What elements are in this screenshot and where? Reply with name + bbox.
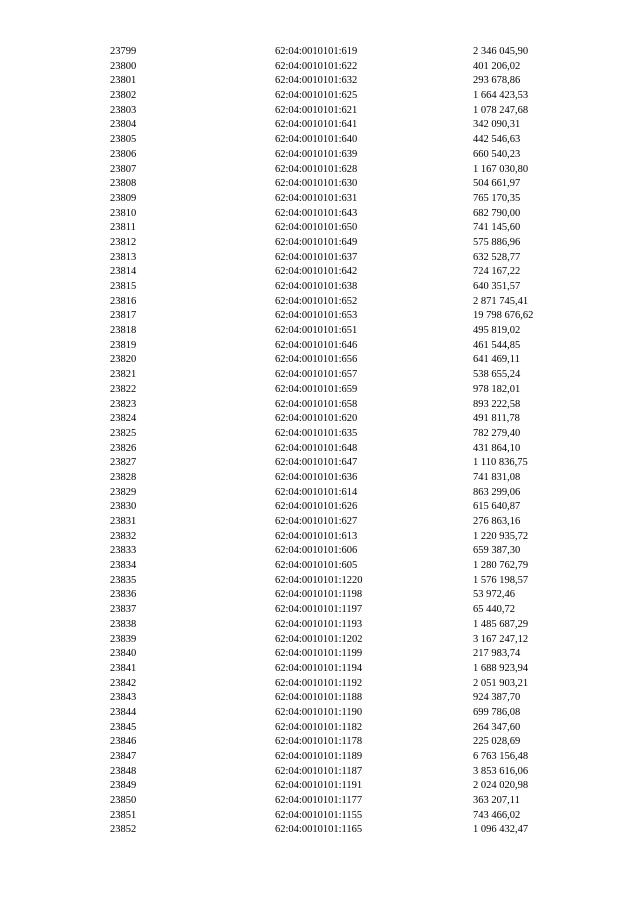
cadastral-number-cell: 62:04:0010101:640 (275, 134, 358, 146)
cadastral-number-cell: 62:04:0010101:636 (275, 471, 358, 483)
cadastral-value-cell: 1 664 423,53 (473, 90, 529, 102)
table-row (110, 163, 570, 178)
row-number-cell: 23847 (110, 751, 137, 762)
cadastral-value-table (110, 45, 570, 838)
table-row (110, 368, 570, 383)
table-row (110, 45, 570, 60)
cadastral-value-cell: 699 786,08 (473, 706, 521, 718)
table-row (110, 794, 570, 809)
row-number-cell: 23824 (110, 413, 137, 425)
row-number-cell: 23806 (110, 148, 137, 160)
row-number-cell: 23843 (110, 692, 137, 704)
cadastral-value-cell: 2 024 020,98 (473, 780, 529, 792)
table-row (110, 588, 570, 603)
cadastral-number-cell: 62:04:0010101:656 (275, 354, 358, 366)
row-number-cell: 23821 (110, 369, 137, 381)
table-row (110, 735, 570, 750)
row-number-cell: 23818 (110, 325, 137, 337)
row-number-cell: 23825 (110, 427, 137, 439)
table-row (110, 148, 570, 163)
cadastral-value-cell: 65 440,72 (473, 604, 515, 616)
row-number-cell: 23819 (110, 339, 137, 351)
cadastral-number-cell: 62:04:0010101:628 (275, 163, 358, 175)
table-row (110, 603, 570, 618)
cadastral-value-cell: 6 763 156,48 (473, 751, 529, 762)
row-number-cell: 23845 (110, 721, 137, 733)
cadastral-number-cell: 62:04:0010101:605 (275, 560, 358, 572)
table-row (110, 295, 570, 310)
table-row (110, 618, 570, 633)
cadastral-number-cell: 62:04:0010101:1177 (275, 795, 363, 807)
cadastral-value-cell: 1 110 836,75 (473, 457, 528, 469)
table-row (110, 677, 570, 692)
cadastral-number-cell: 62:04:0010101:1191 (275, 780, 363, 792)
cadastral-value-cell: 765 170,35 (473, 192, 521, 204)
cadastral-value-cell: 659 387,30 (473, 545, 521, 557)
cadastral-value-cell: 724 167,22 (473, 266, 521, 278)
cadastral-number-cell: 62:04:0010101:626 (275, 501, 358, 513)
cadastral-number-cell: 62:04:0010101:606 (275, 545, 358, 557)
table-row (110, 559, 570, 574)
row-number-cell: 23839 (110, 633, 137, 645)
table-row (110, 309, 570, 324)
table-row (110, 221, 570, 236)
row-number-cell: 23817 (110, 310, 137, 322)
cadastral-value-cell: 461 544,85 (473, 339, 521, 351)
cadastral-number-cell: 62:04:0010101:627 (275, 516, 358, 527)
row-number-cell: 23829 (110, 486, 137, 498)
cadastral-value-cell: 225 028,69 (473, 736, 521, 748)
cadastral-number-cell: 62:04:0010101:613 (275, 530, 358, 542)
table-row (110, 471, 570, 486)
cadastral-number-cell: 62:04:0010101:643 (275, 207, 358, 219)
row-number-cell: 23835 (110, 574, 137, 586)
row-number-cell: 23832 (110, 530, 137, 542)
table-row (110, 118, 570, 133)
cadastral-number-cell: 62:04:0010101:1192 (275, 677, 363, 689)
row-number-cell: 23802 (110, 90, 137, 102)
cadastral-number-cell: 62:04:0010101:1188 (275, 692, 363, 704)
cadastral-number-cell: 62:04:0010101:638 (275, 281, 358, 292)
cadastral-value-cell: 2 346 045,90 (473, 46, 529, 57)
cadastral-number-cell: 62:04:0010101:658 (275, 398, 358, 410)
cadastral-number-cell: 62:04:0010101:619 (275, 46, 358, 57)
cadastral-value-cell: 660 540,23 (473, 148, 521, 160)
cadastral-value-cell: 1 280 762,79 (473, 560, 529, 572)
row-number-cell: 23851 (110, 809, 137, 821)
cadastral-value-cell: 2 871 745,41 (473, 295, 529, 307)
row-number-cell: 23820 (110, 354, 137, 366)
table-row (110, 442, 570, 457)
row-number-cell: 23833 (110, 545, 137, 557)
row-number-cell: 23844 (110, 706, 137, 718)
cadastral-value-cell: 641 469,11 (473, 354, 520, 366)
cadastral-value-cell: 538 655,24 (473, 369, 521, 381)
cadastral-value-cell: 741 831,08 (473, 471, 521, 483)
cadastral-number-cell: 62:04:0010101:1189 (275, 751, 363, 762)
row-number-cell: 23804 (110, 119, 137, 131)
table-row (110, 89, 570, 104)
row-number-cell: 23849 (110, 780, 137, 792)
table-row (110, 398, 570, 413)
row-number-cell: 23810 (110, 207, 137, 219)
table-row (110, 383, 570, 398)
table-row (110, 691, 570, 706)
table-row (110, 647, 570, 662)
cadastral-value-cell: 2 051 903,21 (473, 677, 529, 689)
table-row (110, 809, 570, 824)
cadastral-number-cell: 62:04:0010101:620 (275, 413, 358, 425)
cadastral-number-cell: 62:04:0010101:1155 (275, 809, 363, 821)
table-row (110, 574, 570, 589)
table-row (110, 530, 570, 545)
cadastral-value-cell: 615 640,87 (473, 501, 521, 513)
table-row (110, 486, 570, 501)
cadastral-value-cell: 1 220 935,72 (473, 530, 529, 542)
cadastral-number-cell: 62:04:0010101:631 (275, 192, 358, 204)
cadastral-value-cell: 640 351,57 (473, 281, 521, 292)
cadastral-number-cell: 62:04:0010101:630 (275, 178, 358, 190)
table-row (110, 779, 570, 794)
row-number-cell: 23836 (110, 589, 137, 601)
cadastral-value-cell: 53 972,46 (473, 589, 515, 601)
cadastral-number-cell: 62:04:0010101:1199 (275, 648, 363, 660)
table-row (110, 236, 570, 251)
row-number-cell: 23828 (110, 471, 137, 483)
cadastral-number-cell: 62:04:0010101:1193 (275, 618, 363, 630)
table-row (110, 74, 570, 89)
cadastral-number-cell: 62:04:0010101:1220 (275, 574, 363, 586)
cadastral-number-cell: 62:04:0010101:1182 (275, 721, 363, 733)
row-number-cell: 23838 (110, 618, 137, 630)
table-row (110, 456, 570, 471)
table-row (110, 662, 570, 677)
row-number-cell: 23811 (110, 222, 136, 234)
cadastral-value-cell: 632 528,77 (473, 251, 521, 263)
cadastral-value-cell: 1 096 432,47 (473, 824, 529, 836)
table-row (110, 104, 570, 119)
cadastral-number-cell: 62:04:0010101:632 (275, 75, 358, 87)
table-row (110, 412, 570, 427)
row-number-cell: 23803 (110, 104, 137, 116)
cadastral-value-cell: 431 864,10 (473, 442, 521, 454)
table-row (110, 265, 570, 280)
row-number-cell: 23834 (110, 560, 137, 572)
cadastral-value-cell: 491 811,78 (473, 413, 520, 425)
table-row (110, 706, 570, 721)
cadastral-value-cell: 363 207,11 (473, 795, 520, 807)
cadastral-value-cell: 682 790,00 (473, 207, 521, 219)
cadastral-number-cell: 62:04:0010101:650 (275, 222, 358, 234)
cadastral-number-cell: 62:04:0010101:635 (275, 427, 358, 439)
table-row (110, 133, 570, 148)
cadastral-number-cell: 62:04:0010101:648 (275, 442, 358, 454)
table-row (110, 251, 570, 266)
cadastral-value-cell: 741 145,60 (473, 222, 521, 234)
row-number-cell: 23841 (110, 662, 137, 674)
cadastral-value-cell: 495 819,02 (473, 325, 521, 337)
cadastral-value-cell: 924 387,70 (473, 692, 521, 704)
cadastral-value-cell: 3 167 247,12 (473, 633, 529, 645)
cadastral-number-cell: 62:04:0010101:642 (275, 266, 358, 278)
row-number-cell: 23800 (110, 60, 137, 72)
table-row (110, 324, 570, 339)
cadastral-number-cell: 62:04:0010101:1178 (275, 736, 363, 748)
cadastral-number-cell: 62:04:0010101:637 (275, 251, 358, 263)
table-row (110, 177, 570, 192)
cadastral-value-cell: 401 206,02 (473, 60, 521, 72)
cadastral-number-cell: 62:04:0010101:641 (275, 119, 358, 131)
cadastral-value-cell: 1 576 198,57 (473, 574, 529, 586)
table-row (110, 515, 570, 530)
cadastral-number-cell: 62:04:0010101:647 (275, 457, 358, 469)
cadastral-value-cell: 743 466,02 (473, 809, 521, 821)
row-number-cell: 23813 (110, 251, 137, 263)
row-number-cell: 23852 (110, 824, 137, 836)
row-number-cell: 23809 (110, 192, 137, 204)
row-number-cell: 23850 (110, 795, 137, 807)
row-number-cell: 23799 (110, 46, 137, 57)
table-row (110, 427, 570, 442)
cadastral-number-cell: 62:04:0010101:649 (275, 236, 358, 248)
cadastral-value-cell: 863 299,06 (473, 486, 521, 498)
cadastral-number-cell: 62:04:0010101:614 (275, 486, 358, 498)
row-number-cell: 23840 (110, 648, 137, 660)
row-number-cell: 23814 (110, 266, 137, 278)
cadastral-value-cell: 293 678,86 (473, 75, 521, 87)
table-row (110, 60, 570, 75)
cadastral-value-cell: 19 798 676,62 (473, 310, 534, 322)
cadastral-value-cell: 3 853 616,06 (473, 765, 529, 777)
cadastral-value-cell: 1 485 687,29 (473, 618, 529, 630)
table-row (110, 750, 570, 765)
row-number-cell: 23823 (110, 398, 137, 410)
cadastral-number-cell: 62:04:0010101:1197 (275, 604, 363, 616)
table-row (110, 721, 570, 736)
cadastral-number-cell: 62:04:0010101:657 (275, 369, 358, 381)
row-number-cell: 23801 (110, 75, 137, 87)
cadastral-value-cell: 442 546,63 (473, 134, 521, 146)
table-row (110, 500, 570, 515)
row-number-cell: 23826 (110, 442, 137, 454)
cadastral-value-cell: 782 279,40 (473, 427, 521, 439)
cadastral-value-cell: 893 222,58 (473, 398, 521, 410)
cadastral-value-cell: 575 886,96 (473, 236, 521, 248)
cadastral-number-cell: 62:04:0010101:651 (275, 325, 358, 337)
cadastral-number-cell: 62:04:0010101:1202 (275, 633, 363, 645)
cadastral-number-cell: 62:04:0010101:646 (275, 339, 358, 351)
cadastral-number-cell: 62:04:0010101:621 (275, 104, 358, 116)
row-number-cell: 23831 (110, 516, 137, 527)
cadastral-value-cell: 264 347,60 (473, 721, 521, 733)
cadastral-number-cell: 62:04:0010101:1198 (275, 589, 363, 601)
table-row (110, 823, 570, 838)
cadastral-value-cell: 1 688 923,94 (473, 662, 529, 674)
cadastral-value-cell: 1 167 030,80 (473, 163, 529, 175)
cadastral-number-cell: 62:04:0010101:622 (275, 60, 358, 72)
cadastral-number-cell: 62:04:0010101:1194 (275, 662, 363, 674)
cadastral-number-cell: 62:04:0010101:1165 (275, 824, 363, 836)
table-row (110, 353, 570, 368)
cadastral-number-cell: 62:04:0010101:659 (275, 383, 358, 395)
cadastral-number-cell: 62:04:0010101:653 (275, 310, 358, 322)
cadastral-value-cell: 342 090,31 (473, 119, 521, 131)
table-row (110, 207, 570, 222)
table-row (110, 192, 570, 207)
row-number-cell: 23805 (110, 134, 137, 146)
cadastral-value-cell: 504 661,97 (473, 178, 521, 190)
row-number-cell: 23842 (110, 677, 137, 689)
cadastral-number-cell: 62:04:0010101:1190 (275, 706, 363, 718)
table-row (110, 544, 570, 559)
cadastral-number-cell: 62:04:0010101:1187 (275, 765, 363, 777)
row-number-cell: 23808 (110, 178, 137, 190)
row-number-cell: 23812 (110, 236, 137, 248)
cadastral-value-cell: 217 983,74 (473, 648, 521, 660)
row-number-cell: 23815 (110, 281, 137, 292)
cadastral-number-cell: 62:04:0010101:625 (275, 90, 358, 102)
row-number-cell: 23830 (110, 501, 137, 513)
cadastral-number-cell: 62:04:0010101:652 (275, 295, 358, 307)
row-number-cell: 23848 (110, 765, 137, 777)
table-row (110, 280, 570, 295)
cadastral-value-cell: 1 078 247,68 (473, 104, 529, 116)
row-number-cell: 23822 (110, 383, 137, 395)
cadastral-number-cell: 62:04:0010101:639 (275, 148, 358, 160)
table-row (110, 633, 570, 648)
cadastral-value-cell: 276 863,16 (473, 516, 521, 527)
row-number-cell: 23827 (110, 457, 137, 469)
row-number-cell: 23816 (110, 295, 137, 307)
cadastral-value-cell: 978 182,01 (473, 383, 521, 395)
row-number-cell: 23837 (110, 604, 137, 616)
row-number-cell: 23807 (110, 163, 137, 175)
row-number-cell: 23846 (110, 736, 137, 748)
table-row (110, 765, 570, 780)
table-row (110, 339, 570, 354)
